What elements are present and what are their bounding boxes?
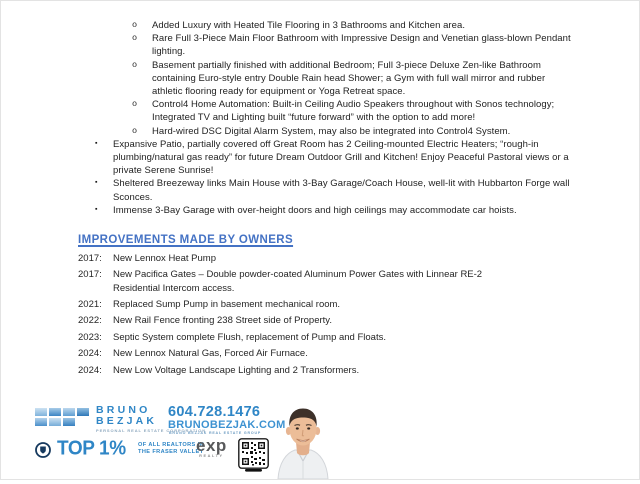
- table-row: [78, 298, 640, 311]
- improvement-text: Replaced Sump Pump in basement mechanical room.: [113, 299, 341, 311]
- phone-number: 604.728.1476: [168, 404, 261, 420]
- exp-realty-logo: [196, 437, 227, 458]
- top-one-percent-badge: TOP 1%: [57, 437, 126, 460]
- improvement-text: New Lennox Heat Pump: [113, 253, 216, 265]
- logo-square: [35, 418, 47, 426]
- agent-title: PERSONAL REAL ESTATE CORPORATION: [96, 428, 206, 433]
- logo-square: [35, 408, 47, 416]
- brand-logo-squares-icon: [35, 408, 89, 426]
- bullet-text: Immense 3-Bay Garage with over-height doors and high ceilings may accommodate car hoists.: [113, 204, 517, 216]
- list-item: [132, 19, 576, 32]
- agent-first-name: BRUNO: [96, 404, 151, 416]
- list-item: [95, 204, 579, 217]
- logo-square: [49, 408, 61, 416]
- award-medal-icon: [35, 442, 51, 463]
- agent-headshot-photo: [268, 401, 338, 484]
- improvement-text: New Rail Fence fronting 238 Street side of Property.: [113, 315, 332, 327]
- bullet-text: Control4 Home Automation: Built-in Ceiling Audio Speakers throughout with Sonos technology; Integrated TV and Lighting built “future forward” with the option to add more!: [152, 99, 555, 124]
- sub-bullet-icon: o: [132, 59, 138, 70]
- logo-square: [77, 408, 89, 416]
- main-bullet-icon: ▪: [95, 205, 98, 213]
- agent-name: [96, 405, 157, 427]
- list-item: [132, 125, 576, 138]
- table-row: [78, 314, 640, 327]
- logo-square: [63, 418, 75, 426]
- table-row: [78, 347, 640, 360]
- exp-logo-word: exp: [196, 436, 227, 455]
- improvement-text: New Low Voltage Landscape Lighting and 2 Transformers.: [113, 364, 360, 376]
- table-row: [78, 268, 640, 294]
- bullet-text: Sheltered Breezeway links Main House with 3-Bay Garage/Coach House, well-lit with Hubbarton Forge wall Sconces.: [113, 178, 570, 203]
- improvement-year: 2021:: [78, 299, 102, 311]
- table-row: [78, 331, 640, 344]
- improvement-year: 2022:: [78, 315, 102, 327]
- sub-bullet-icon: o: [132, 99, 138, 110]
- list-item: [95, 177, 579, 203]
- improvement-year: 2024:: [78, 348, 102, 360]
- sub-bullet-list: [0, 19, 640, 138]
- sub-bullet-icon: o: [132, 20, 138, 30]
- improvement-year: 2024:: [78, 364, 102, 376]
- list-item: [132, 59, 576, 99]
- improvement-year: 2017:: [78, 269, 102, 281]
- improvement-year: 2017:: [78, 253, 102, 265]
- badge-subtext: [138, 442, 204, 456]
- sub-bullet-icon: o: [132, 33, 138, 44]
- logo-square: [49, 418, 61, 426]
- improvement-text: New Pacifica Gates – Double powder-coated Aluminum Power Gates with Linnear RE-2 Residential Intercom access.: [113, 269, 483, 294]
- bullet-text: Added Luxury with Heated Tile Flooring in 3 Bathrooms and Kitchen area.: [152, 20, 466, 31]
- bullet-text: Expansive Patio, partially covered off Great Room has 2 Ceiling-mounted Electric Heaters; “rough-in plumbing/natural gas ready” for future Dream Outdoor Grill and Kitchen! Enjoy Peaceful Pastoral views or a private Serene Sunrise!: [113, 138, 569, 177]
- team-name: BRUNO BEZJAK REAL ESTATE GROUP: [169, 431, 262, 435]
- list-item: [132, 32, 576, 58]
- qr-code: [238, 438, 269, 477]
- logo-square: [63, 408, 75, 416]
- footer-branding: [0, 400, 640, 480]
- badge-subtext-line2: THE FRASER VALLEY: [138, 449, 204, 455]
- sub-bullet-icon: o: [132, 125, 138, 136]
- improvement-year: 2023:: [78, 331, 102, 343]
- bullet-text: Basement partially finished with additional Bedroom; Full 3-piece Deluxe Zen-like Bathroom containing Euro-style entry Double Rain head Shower; a Gym with full wall mirror and rubber athletic flooring ready for equipment or Yoga Retreat space.: [152, 59, 546, 98]
- improvements-heading: IMPROVEMENTS MADE BY OWNERS: [78, 234, 294, 247]
- feature-sheet-content: [0, 19, 640, 380]
- improvements-list: [0, 252, 640, 377]
- improvement-text: Septic System complete Flush, replacement of Pump and Floats.: [113, 331, 386, 343]
- list-item: [95, 138, 579, 178]
- main-bullet-icon: ▪: [95, 179, 98, 187]
- main-bullet-icon: ▪: [95, 139, 98, 147]
- website-url: BRUNOBEZJAK.COM: [168, 419, 286, 431]
- list-item: [132, 98, 576, 124]
- logo-square: [77, 418, 89, 426]
- table-row: [78, 252, 640, 265]
- bullet-text: Hard-wired DSC Digital Alarm System, may also be integrated into Control4 System.: [152, 125, 511, 137]
- agent-last-name: BEZJAK: [96, 415, 158, 427]
- main-bullet-list: [0, 138, 640, 217]
- improvement-text: New Lennox Natural Gas, Forced Air Furnace.: [113, 348, 308, 360]
- table-row: [78, 364, 640, 377]
- badge-subtext-line1: OF ALL REALTORS IN: [138, 442, 205, 448]
- bullet-text: Rare Full 3-Piece Main Floor Bathroom with Impressive Design and Venetian glass-blown Pendant lighting.: [152, 33, 571, 58]
- exp-logo-sub: REALTY: [199, 454, 224, 458]
